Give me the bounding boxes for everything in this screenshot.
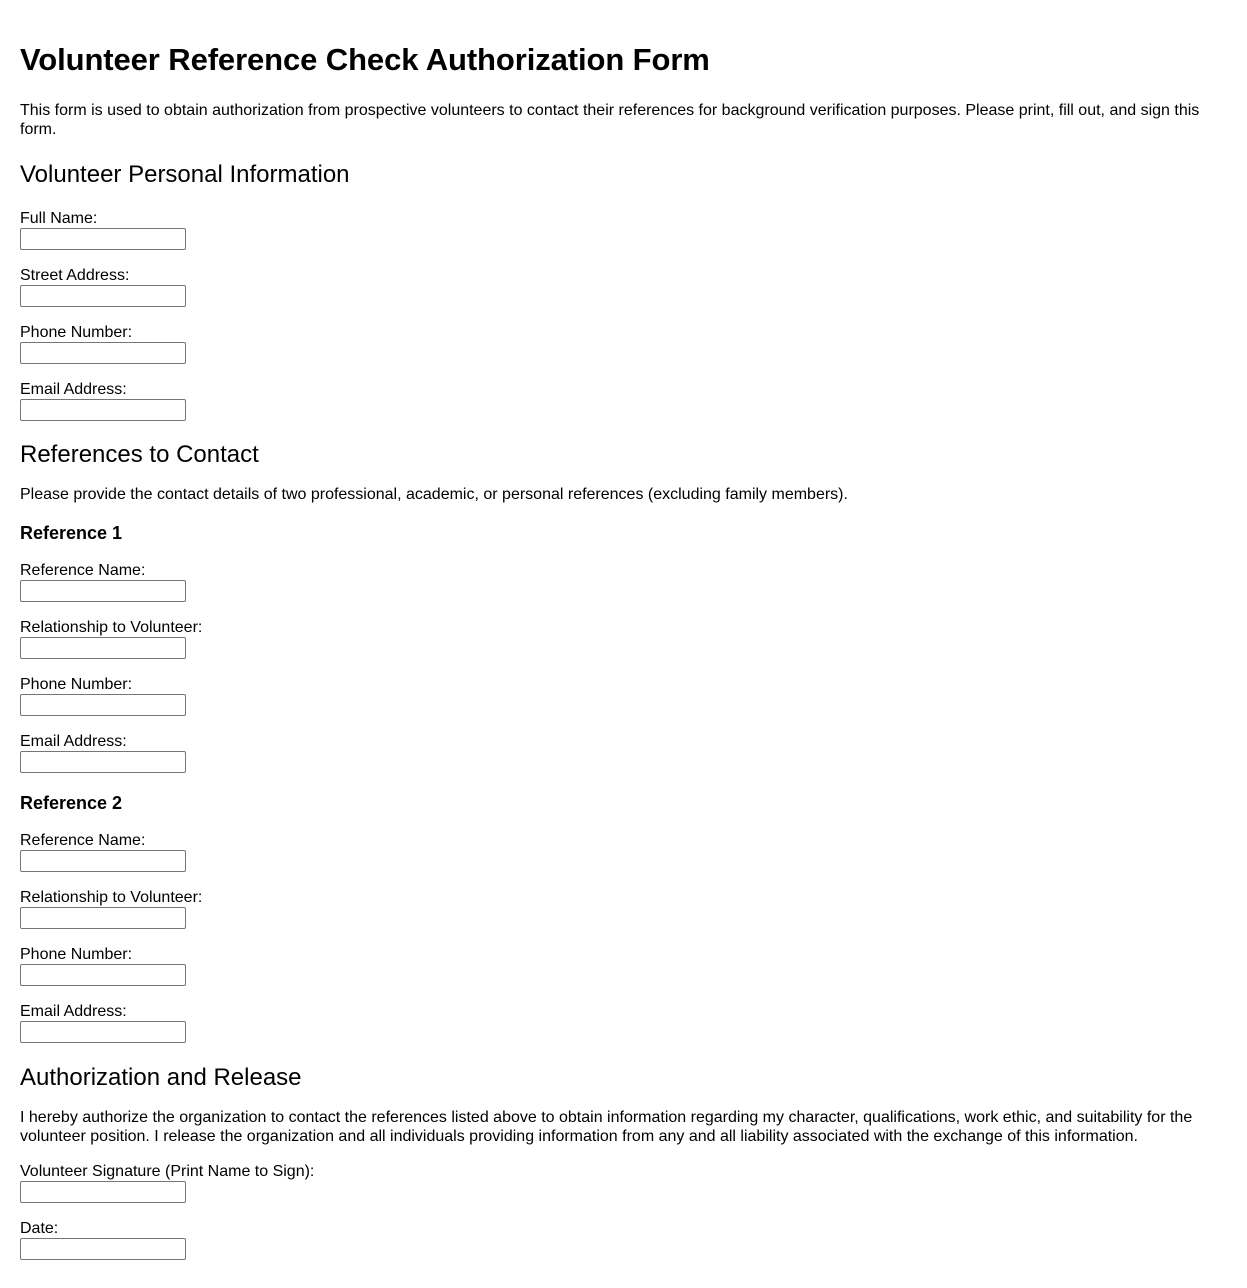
ref1-relationship-label: Relationship to Volunteer: — [20, 619, 203, 636]
ref2-email-field — [20, 1002, 1227, 1043]
email-address-input[interactable] — [20, 399, 186, 421]
ref1-phone-field — [20, 675, 1227, 716]
date-field — [20, 1219, 1227, 1260]
ref2-phone-input[interactable] — [20, 964, 186, 986]
email-address-label: Email Address: — [20, 381, 127, 398]
ref1-name-field — [20, 561, 1227, 602]
phone-number-label: Phone Number: — [20, 324, 133, 341]
signature-label: Volunteer Signature (Print Name to Sign): — [20, 1163, 315, 1180]
ref1-name-label: Reference Name: — [20, 562, 146, 579]
full-name-field — [20, 209, 1227, 250]
authorization-text: I hereby authorize the organization to contact the references listed above to obtain information regarding my character, qualifications, work ethic, and suitability for the volunteer position. I release the organization and all individuals providing information from any and all liability associated with the exchange of this information. — [20, 1109, 1193, 1145]
full-name-input[interactable] — [20, 228, 186, 250]
date-label: Date: — [20, 1220, 59, 1237]
ref2-name-input[interactable] — [20, 850, 186, 872]
street-address-label: Street Address: — [20, 267, 130, 284]
ref1-email-input[interactable] — [20, 751, 186, 773]
ref2-relationship-label: Relationship to Volunteer: — [20, 889, 203, 906]
page-title: Volunteer Reference Check Authorization Form — [20, 42, 710, 77]
intro-text: This form is used to obtain authorization from prospective volunteers to contact their references for background verification purposes. Please print, fill out, and sign this form. — [20, 102, 1200, 138]
ref2-phone-field — [20, 945, 1227, 986]
phone-number-field — [20, 323, 1227, 364]
reference-2-heading: Reference 2 — [20, 793, 123, 813]
full-name-label: Full Name: — [20, 210, 98, 227]
phone-number-input[interactable] — [20, 342, 186, 364]
ref1-phone-label: Phone Number: — [20, 676, 133, 693]
ref1-relationship-field — [20, 618, 1227, 659]
signature-field — [20, 1162, 1227, 1203]
section-heading-personal: Volunteer Personal Information — [20, 161, 350, 188]
ref1-relationship-input[interactable] — [20, 637, 186, 659]
ref1-email-label: Email Address: — [20, 733, 127, 750]
ref1-name-input[interactable] — [20, 580, 186, 602]
ref1-email-field — [20, 732, 1227, 773]
reference-1-heading: Reference 1 — [20, 523, 123, 543]
signature-input[interactable] — [20, 1181, 186, 1203]
references-description: Please provide the contact details of two professional, academic, or personal references (excluding family members). — [20, 486, 848, 503]
email-address-field — [20, 380, 1227, 421]
ref2-phone-label: Phone Number: — [20, 946, 133, 963]
date-input[interactable] — [20, 1238, 186, 1260]
ref2-email-input[interactable] — [20, 1021, 186, 1043]
street-address-input[interactable] — [20, 285, 186, 307]
section-heading-references: References to Contact — [20, 441, 259, 468]
ref2-relationship-field — [20, 888, 1227, 929]
section-heading-authorization: Authorization and Release — [20, 1064, 302, 1091]
ref2-name-field — [20, 831, 1227, 872]
street-address-field — [20, 266, 1227, 307]
ref1-phone-input[interactable] — [20, 694, 186, 716]
ref2-name-label: Reference Name: — [20, 832, 146, 849]
ref2-relationship-input[interactable] — [20, 907, 186, 929]
ref2-email-label: Email Address: — [20, 1003, 127, 1020]
